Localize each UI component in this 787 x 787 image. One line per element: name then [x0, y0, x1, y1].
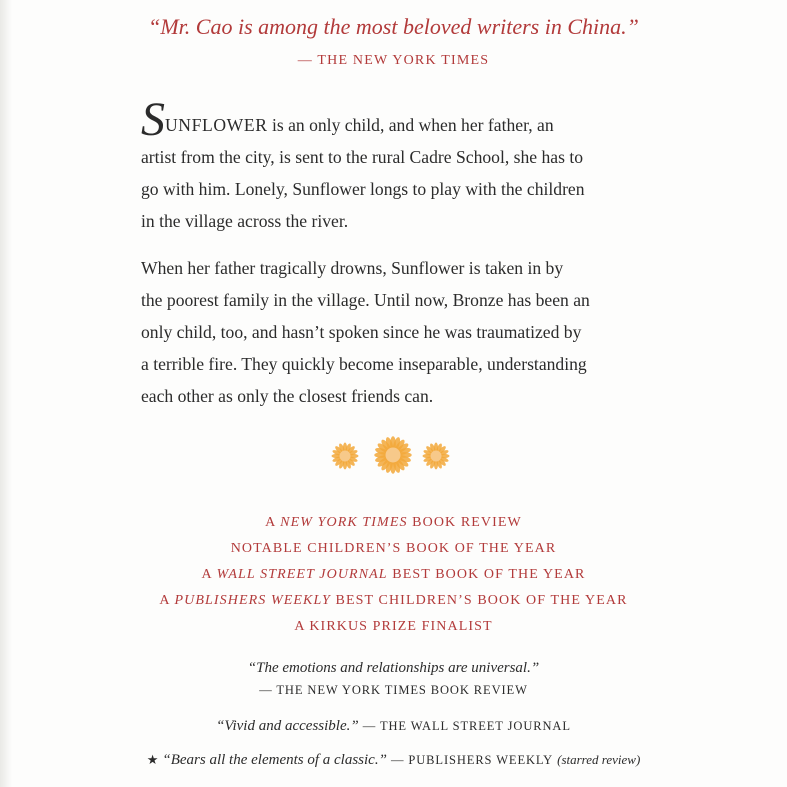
sunflower-ornament	[0, 432, 787, 482]
review-3: ★ “Bears all the elements of a classic.” — PUBLISHERS WEEKLY (starred review)	[146, 752, 641, 768]
star-icon: ★	[146, 752, 159, 767]
award-2: A WALL STREET JOURNAL BEST BOOK OF THE YEAR	[201, 567, 586, 582]
award-4: A KIRKUS PRIZE FINALIST	[294, 619, 493, 634]
award-3: A PUBLISHERS WEEKLY BEST CHILDREN’S BOOK OF THE YEAR	[159, 593, 628, 608]
award-1: A NEW YORK TIMES BOOK REVIEW	[265, 515, 522, 530]
paragraph-2-line-3: only child, too, and hasn’t spoken since he was traumatized by	[141, 322, 582, 342]
synopsis-paragraph-1	[141, 93, 661, 237]
paragraph-1-line-4: in the village across the river.	[141, 211, 349, 231]
paragraph-2-line-1: When her father tragically drowns, Sunflower is taken in by	[141, 258, 564, 278]
lead-word: UNFLOWER	[165, 115, 268, 135]
paragraph-2-line-2: the poorest family in the village. Until now, Bronze has been an	[141, 290, 590, 310]
sunflower-icon	[422, 442, 449, 469]
paragraph-2-line-4: a terrible fire. They quickly become inseparable, understanding	[141, 354, 587, 374]
top-quote-attribution: — THE NEW YORK TIMES	[297, 53, 490, 68]
paragraph-1-line-3: go with him. Lonely, Sunflower longs to play with the children	[141, 179, 585, 199]
sunflower-icon	[331, 442, 358, 469]
paragraph-2-line-5: each other as only the closest friends can.	[141, 386, 434, 406]
review-1-source: — THE NEW YORK TIMES BOOK REVIEW	[259, 683, 528, 697]
review-1-quote: “The emotions and relationships are universal.”	[247, 660, 540, 676]
line-text: is an only child, and when her father, an	[267, 115, 554, 135]
awards-list	[0, 510, 787, 640]
review-2: “Vivid and accessible.” — THE WALL STREET JOURNAL	[216, 718, 571, 734]
top-quote: “Mr. Cao is among the most beloved writers in China.”	[148, 14, 639, 39]
award-1-line-2: NOTABLE CHILDREN’S BOOK OF THE YEAR	[230, 541, 557, 556]
paragraph-1-line-2: artist from the city, is sent to the rural Cadre School, she has to	[141, 147, 584, 167]
synopsis-paragraph-2	[141, 252, 661, 412]
paragraph-1-line-1	[141, 93, 661, 146]
sunflower-icon	[374, 436, 411, 473]
drop-cap: S	[141, 93, 165, 146]
